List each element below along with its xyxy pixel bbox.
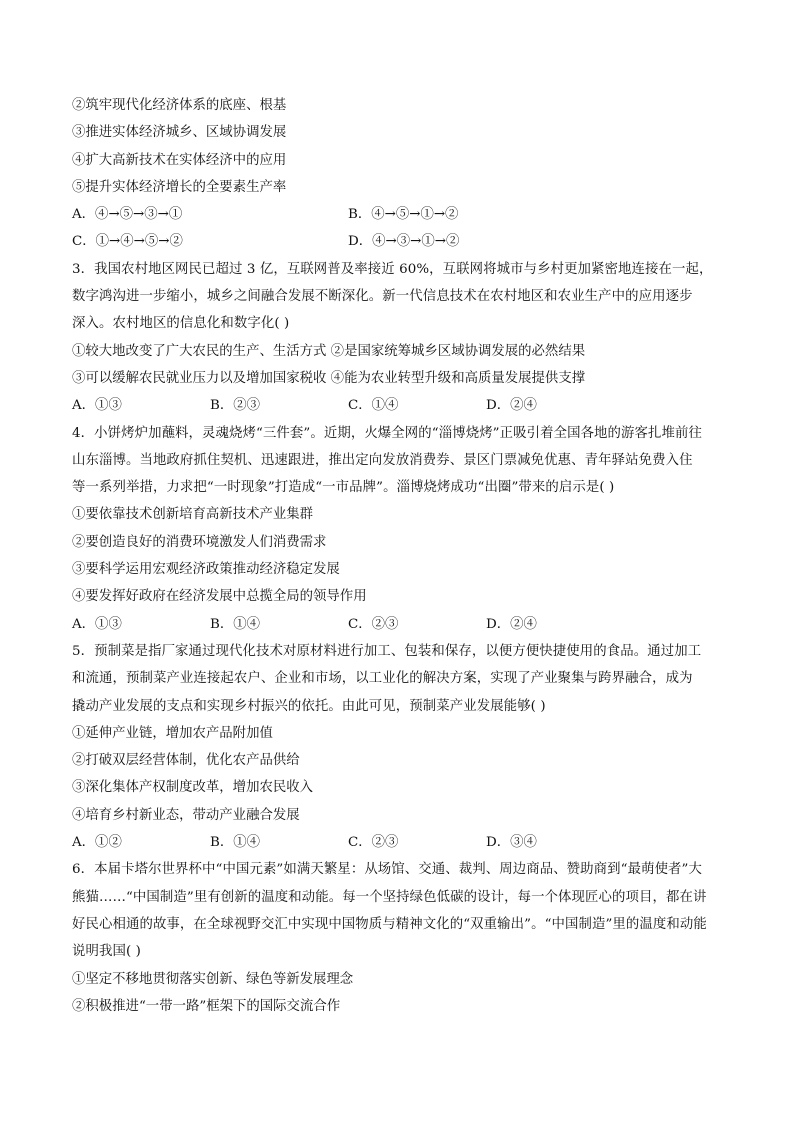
statement-item: ③深化集体产权制度改革，增加农民收入 bbox=[72, 780, 314, 796]
question-stem-line: 和流通，预制菜产业连接起农户、企业和市场，以工业化的解决方案，实现了产业聚集与跨界融合，成为 bbox=[72, 671, 693, 687]
statement-item: ②筑牢现代化经济体系的底座、根基 bbox=[72, 98, 287, 113]
question-stem-line: 深入。农村地区的信息化和数字化( ) bbox=[72, 316, 290, 332]
question-stem-line: 撬动产业发展的支点和实现乡村振兴的依托。由此可见，预制菜产业发展能够( ) bbox=[72, 698, 546, 714]
option-c: C．②③ bbox=[348, 616, 399, 632]
question-stem-line: 数字鸿沟进一步缩小，城乡之间融合发展不断深化。新一代信息技术在农村地区和农业生产中的应用逐步 bbox=[72, 289, 693, 305]
question-stem-line: 3．我国农村地区网民已超过 3 亿，互联网普及率接近 60%，互联网将城市与乡村更加紧密地连接在一起， bbox=[72, 261, 713, 277]
option-c: C．①→④→⑤→② bbox=[72, 234, 183, 250]
statement-item: ②打破双层经营体制，优化农产品供给 bbox=[72, 753, 300, 769]
question-stem-line: 山东淄博。当地政府抓住契机、迅速跟进，推出定向发放消费券、景区门票减免优惠、青年驿站免费入住 bbox=[72, 452, 693, 468]
option-b: B．①④ bbox=[210, 835, 261, 851]
statement-item: ②积极推进“一带一路”框架下的国际交流合作 bbox=[72, 998, 341, 1014]
option-d: D．④→③→①→② bbox=[348, 234, 460, 250]
question-stem-line: 等一系列举措，力求把“一时现象”打造成“一市品牌”。淄博烧烤成功“出圈”带来的启示是( ) bbox=[72, 480, 615, 496]
question-stem-line: 好民心相通的故事，在全球视野交汇中实现中国物质与精神文化的“双重输出”。“中国制造”里的温度和动能 bbox=[72, 916, 707, 932]
statement-item: ①坚定不移地贯彻落实创新、绿色等新发展理念 bbox=[72, 971, 354, 987]
option-b: B．④→⑤→①→② bbox=[348, 207, 459, 223]
option-d: D．③④ bbox=[486, 835, 537, 851]
question-stem-line: 4．小饼烤炉加蘸料，灵魂烧烤“三件套”。近期，火爆全网的“淄博烧烤”正吸引着全国各地的游客扎堆前往 bbox=[72, 425, 702, 441]
question-5-options bbox=[72, 829, 722, 856]
question-stem-line: 6．本届卡塔尔世界杯中“中国元素”如满天繁星：从场馆、交通、裁判、周边商品、赞助商到“最萌使者”大 bbox=[72, 862, 702, 878]
statement-item: ③推进实体经济城乡、区域协调发展 bbox=[72, 125, 287, 141]
question-stem-line: 熊猫……“中国制造”里有创新的温度和动能。每一个坚持绿色低碳的设计，每一个体现匠心的项目，都在讲 bbox=[72, 889, 707, 905]
question-2-items bbox=[72, 92, 722, 201]
statement-item: ④培育乡村新业态，带动产业融合发展 bbox=[72, 807, 300, 823]
statement-item: ①延伸产业链，增加农产品附加值 bbox=[72, 725, 273, 741]
question-4-options bbox=[72, 611, 722, 638]
statement-item: ③可以缓解农民就业压力以及增加国家税收 ④能为农业转型升级和高质量发展提供支撑 bbox=[72, 370, 586, 386]
statement-item: ③要科学运用宏观经济政策推动经济稳定发展 bbox=[72, 562, 340, 578]
statement-item: ①要依靠技术创新培育高新技术产业集群 bbox=[72, 507, 314, 523]
option-a: A．①③ bbox=[72, 616, 122, 632]
question-3 bbox=[72, 256, 722, 420]
option-b: B．②③ bbox=[210, 398, 261, 414]
question-stem-line: 5．预制菜是指厂家通过现代化技术对原材料进行加工、包装和保存，以便方便快捷使用的食品。通过加工 bbox=[72, 643, 702, 659]
question-3-options bbox=[72, 392, 722, 419]
question-5 bbox=[72, 638, 722, 856]
statement-item: ②要创造良好的消费环境激发人们消费需求 bbox=[72, 534, 327, 550]
option-c: C．①④ bbox=[348, 398, 399, 414]
option-a: A．④→⑤→③→① bbox=[72, 207, 183, 223]
option-b: B．①④ bbox=[210, 616, 261, 632]
question-2-options-row-1 bbox=[72, 201, 722, 228]
question-6 bbox=[72, 856, 722, 1020]
option-a: A．①③ bbox=[72, 398, 122, 414]
question-stem-line: 说明我国( ) bbox=[72, 944, 141, 960]
option-c: C．②③ bbox=[348, 835, 399, 851]
option-d: D．②④ bbox=[486, 616, 537, 632]
exam-page bbox=[72, 92, 722, 1020]
statement-item: ④要发挥好政府在经济发展中总揽全局的领导作用 bbox=[72, 589, 367, 605]
option-a: A．①② bbox=[72, 835, 122, 851]
option-d: D．②④ bbox=[486, 398, 537, 414]
question-4 bbox=[72, 420, 722, 638]
statement-item: ①较大地改变了广大农民的生产、生活方式 ②是国家统筹城乡区域协调发展的必然结果 bbox=[72, 343, 586, 359]
statement-item: ⑤提升实体经济增长的全要素生产率 bbox=[72, 179, 287, 195]
question-2-options-row-2 bbox=[72, 228, 722, 255]
statement-item: ④扩大高新技术在实体经济中的应用 bbox=[72, 152, 287, 168]
